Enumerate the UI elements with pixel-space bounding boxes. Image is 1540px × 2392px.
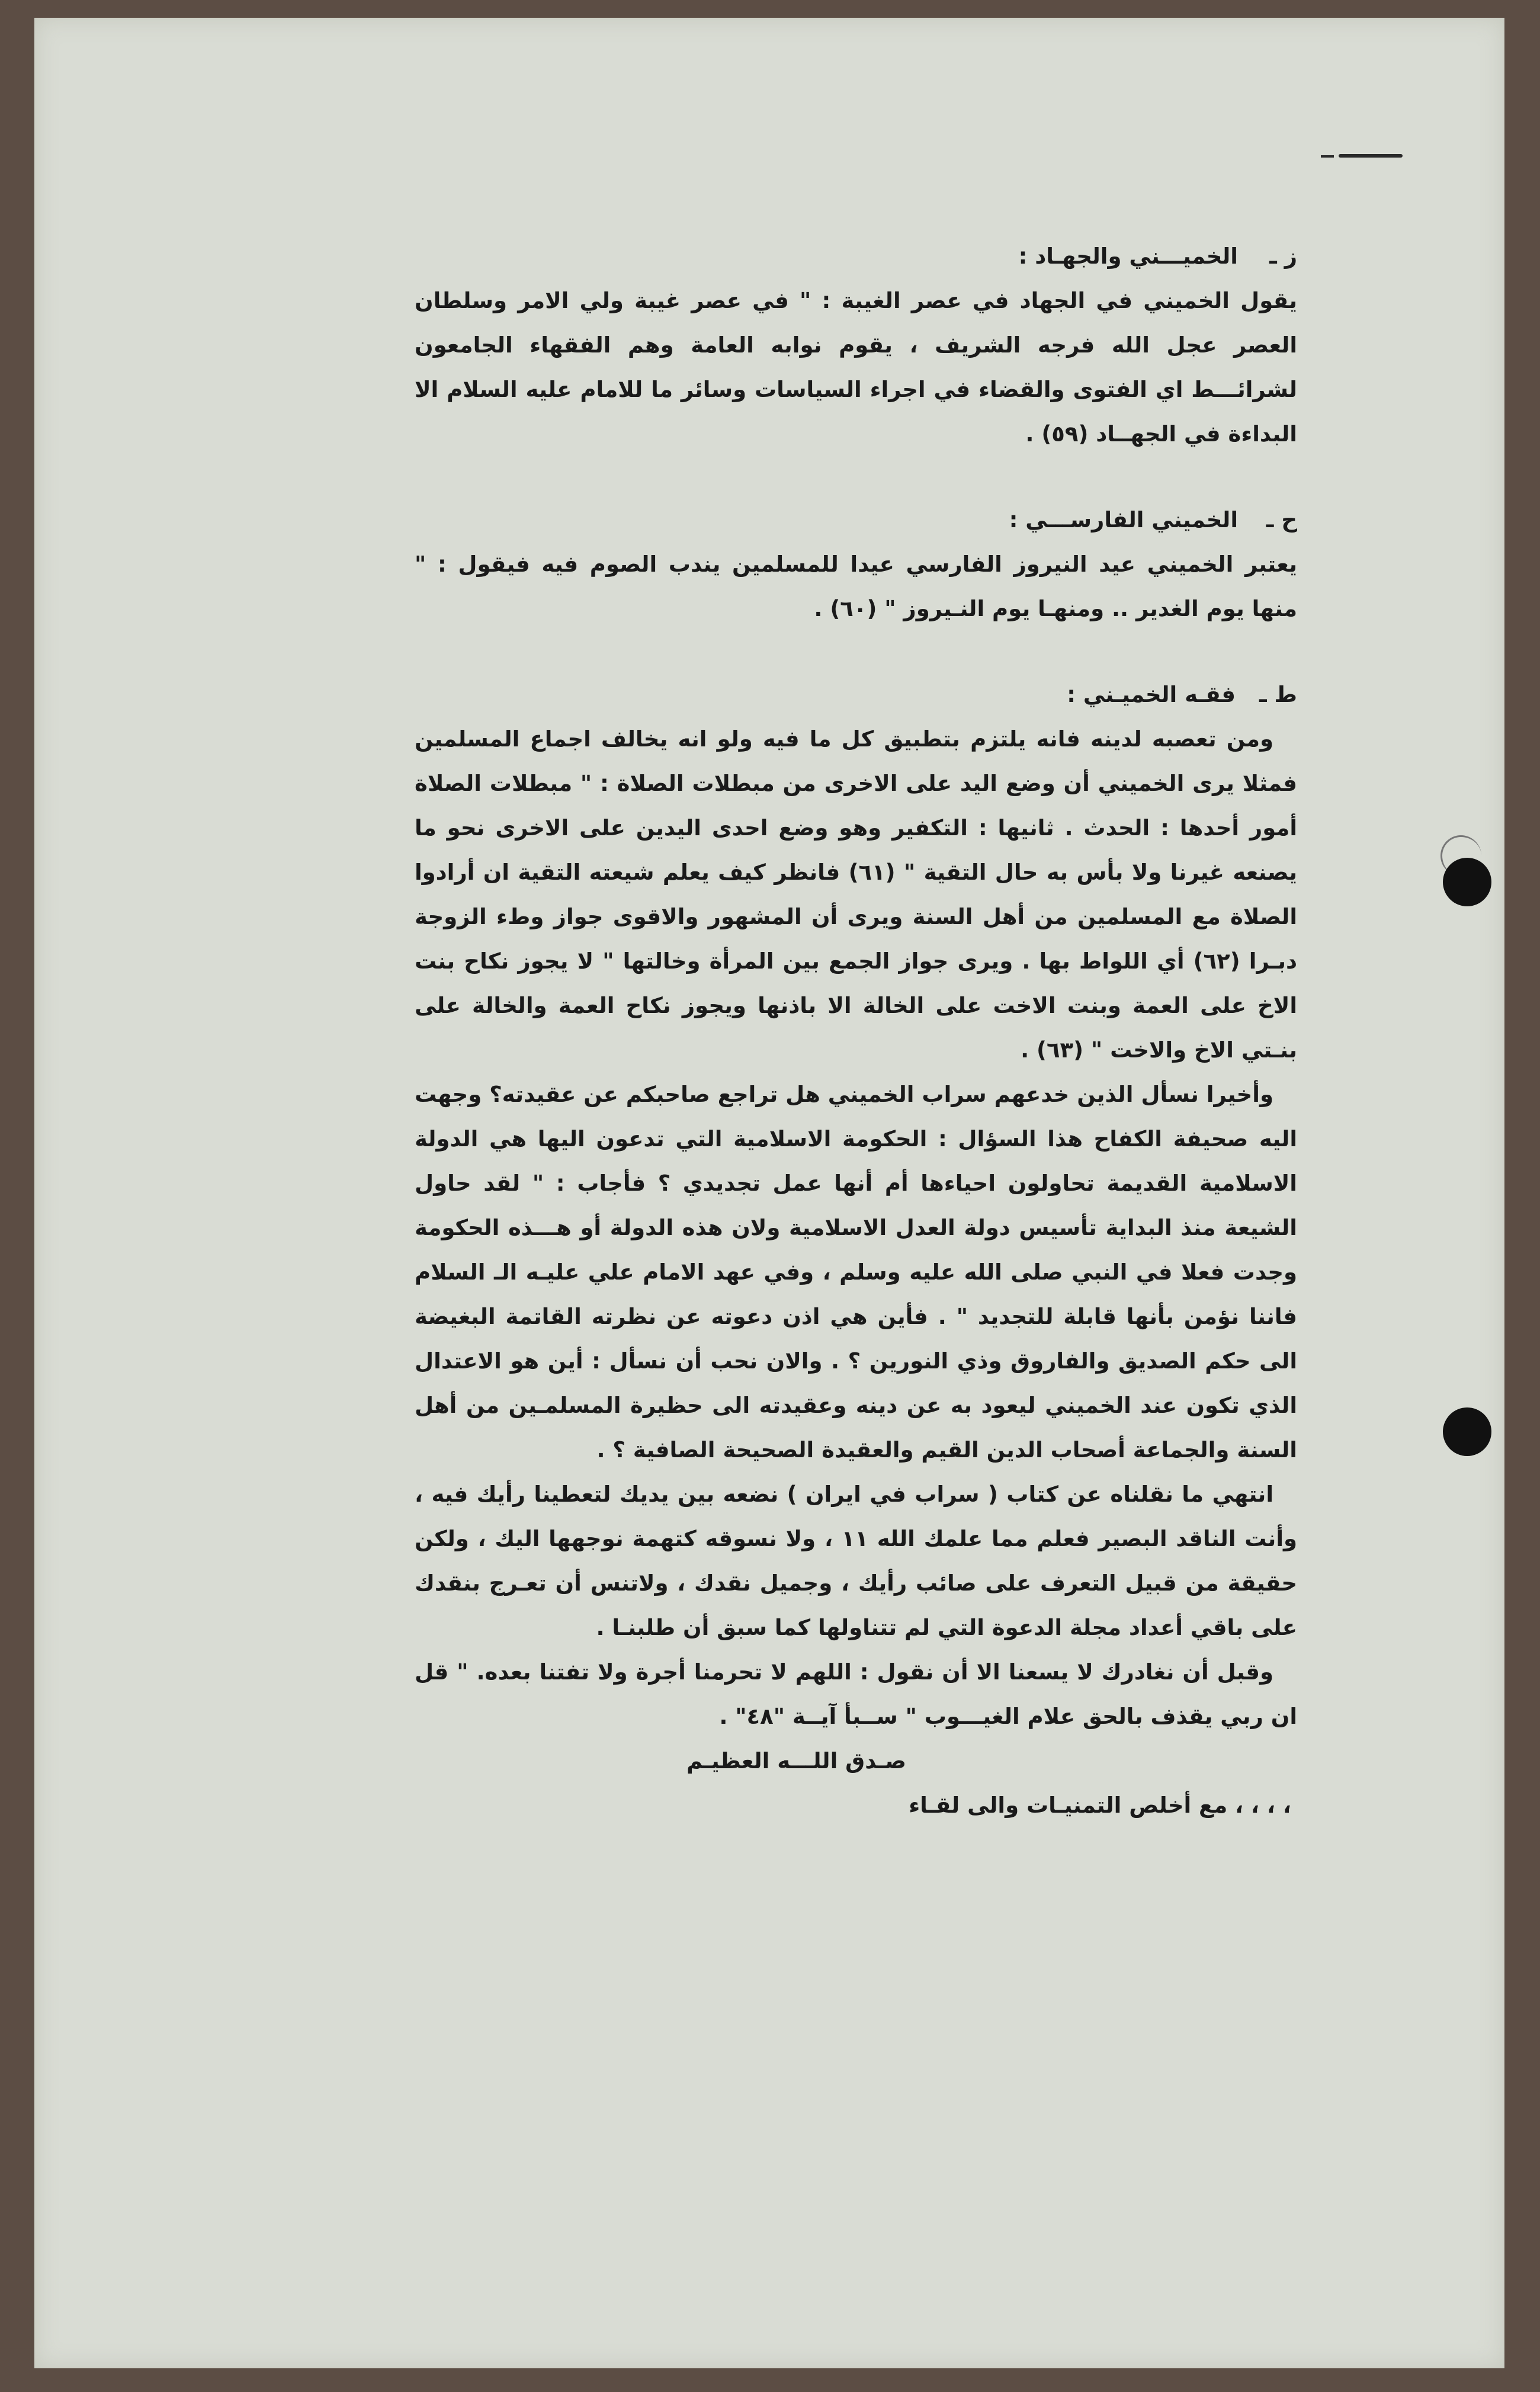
ink-mark: [1339, 154, 1403, 158]
section-title: الخميـــني والجهـاد :: [1018, 243, 1238, 269]
ink-mark: [1321, 155, 1334, 158]
section-t: [415, 672, 1297, 1072]
section-body: يقول الخميني في الجهاد في عصر الغيبة : " في عصر غيبة ولي الامر وسلطان العصر عجل الله فرجه الشريف ، يقوم نوابه العامة وهم الفقهاء الجامعون لشرائـــط اي الفتوى والقضاء في اجراء السياسات وسائر ما للامام عليه السلام الا البداءة في الجهــاد (٥٩) .: [415, 288, 1297, 447]
section-title: الخميني الفارســـي :: [1009, 507, 1238, 533]
section-title: فقـه الخميـني :: [1067, 682, 1236, 707]
signature-line: صـدق اللـــه العظيـم: [686, 1748, 906, 1774]
paragraph-prayer: وقبل أن نغادرك لا يسعنا الا أن نقول : اللهم لا تحرمنا أجرة ولا تفتنا بعده. " قل ان ربي يقذف بالحق علام الغيـــوب " ســبأ آيــة "٤٨" .: [415, 1659, 1297, 1729]
section-body: ومن تعصبه لدينه فانه يلتزم بتطبيق كل ما فيه ولو انه يخالف اجماع المسلمين فمثلا يرى الخميني أن وضع اليد على الاخرى من مبطلات الصلاة : " مبطلات الصلاة أمور أحدها : الحدث . ثانيها : التكفير وهو وضع احدى اليدين على الاخرى نحو ما يصنعه غيرنا ولا بأس به حال التقية " (٦١) فانظر كيف يعلم شيعته التقية ان أرادوا الصلاة مع المسلمين من أهل السنة ويرى أن المشهور والاقوى جواز وطء الزوجة دبـرا (٦٢) أي اللواط بها . ويرى جواز الجمع بين المرأة وخالتها " لا يجوز نكاح بنت الاخ على العمة وبنت الاخت على الخالة الا باذنها ويجوز نكاح العمة والخالة على بنـتي الاخ والاخت " (٦٣) .: [415, 726, 1297, 1063]
document-text: [415, 234, 1297, 1827]
section-heading: [415, 498, 1297, 542]
punch-hole: [1443, 1407, 1491, 1456]
section-body: يعتبر الخميني عيد النيروز الفارسي عيدا للمسلمين يندب الصوم فيه فيقول : " منها يوم الغدير .. ومنهـا يوم النـيروز " (٦٠) .: [415, 551, 1297, 621]
section-heading: [415, 672, 1297, 717]
paragraph-end: انتهي ما نقلناه عن كتاب ( سراب في ايران ) نضعه بين يديك لتعطينا رأيك فيه ، وأنت الناقد البصير فعلم مما علمك الله ١١ ، ولا نسوقه كتهمة نوجهها اليك ، ولكن حقيقة من قبيل التعرف على صائب رأيك ، وجميل نقدك ، ولاتنس أن تعـرج بنقدك على باقي أعداد مجلة الدعوة التي لم تتناولها كما سبق أن طلبنـا .: [415, 1482, 1298, 1640]
closing-line: ، ، ، ، مع أخلص التمنيـات والى لقـاء: [909, 1793, 1291, 1818]
section-letter: ط ـ: [1259, 682, 1297, 707]
section-letter: ح ـ: [1266, 507, 1297, 533]
section-z: [415, 234, 1297, 456]
section-h: [415, 498, 1297, 631]
paragraph-final: وأخيرا نسأل الذين خدعهم سراب الخميني هل تراجع صاحبكم عن عقيدته؟ وجهت اليه صحيفة الكفاح هذا السؤال : الحكومة الاسلامية التي تدعون اليها هي الدولة الاسلامية القديمة تحاولون احياءها أم أنها عمل تجديدي ؟ فأجاب : " لقد حاول الشيعة منذ البداية تأسيس دولة العدل الاسلامية ولان هذه الدولة أو هـــذه الحكومة وجدت فعلا في النبي صلى الله عليه وسلم ، وفي عهد الامام علي عليـه الـ السلام فاننا نؤمن بأنها قابلة للتجديد " . فأين هي اذن دعوته عن نظرته القاتمة البغيضة الى حكم الصديق والفاروق وذي النورين ؟ . والان نحب أن نسأل : أين هو الاعتدال الذي تكون عند الخميني ليعود به عن دينه وعقيدته الى حظيرة المسلمـين من أهل السنة والجماعة أصحاب الدين القيم والعقيدة الصحيحة الصافية ؟ .: [415, 1082, 1297, 1463]
section-letter: ز ـ: [1269, 243, 1297, 269]
punch-hole: [1443, 858, 1491, 906]
section-heading: [415, 234, 1297, 278]
